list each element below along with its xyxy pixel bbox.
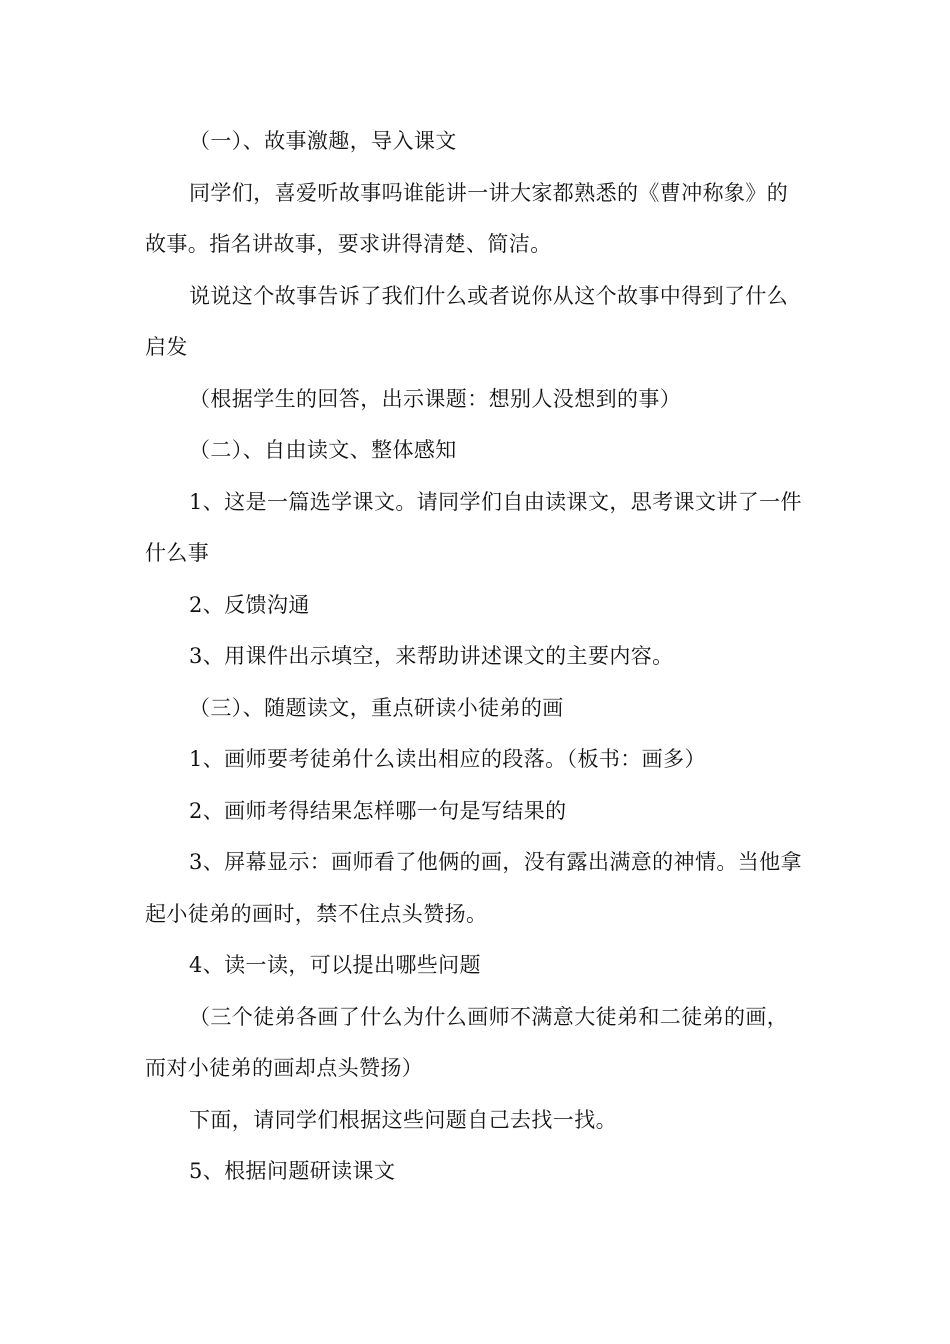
paragraph: 下面，请同学们根据这些问题自己去找一找。	[189, 1107, 617, 1132]
list-item: 2、画师考得结果怎样哪一句是写结果的	[189, 798, 567, 823]
section-heading-2: （二）、自由读文、整体感知	[189, 438, 457, 462]
list-item: 1、这是一篇选学课文。请同学们自由读课文，思考课文讲了一件什么事	[145, 489, 802, 565]
document-body	[145, 116, 805, 1198]
list-item: 2、反馈沟通	[189, 592, 310, 617]
paragraph: （根据学生的回答，出示课题：想别人没想到的事）	[189, 386, 682, 411]
section-heading-3: （三）、随题读文，重点研读小徒弟的画	[189, 695, 564, 720]
paragraph: 说说这个故事告诉了我们什么或者说你从这个故事中得到了什么启发	[145, 283, 789, 359]
paragraph: （三个徒弟各画了什么为什么画师不满意大徒弟和二徒弟的画，而对小徒弟的画却点头赞扬）	[145, 1004, 789, 1080]
list-item: 3、屏幕显示：画师看了他俩的画，没有露出满意的神情。当他拿起小徒弟的画时，禁不住点头赞扬。	[145, 850, 802, 926]
list-item: 5、根据问题研读课文	[189, 1159, 396, 1183]
list-item: 1、画师要考徒弟什么读出相应的段落。（板书：画多）	[189, 747, 706, 771]
list-item: 4、读一读，可以提出哪些问题	[189, 953, 481, 977]
section-heading-1: （一）、故事激趣，导入课文	[189, 129, 457, 153]
paragraph: 同学们，喜爱听故事吗谁能讲一讲大家都熟悉的《曹冲称象》的故事。指名讲故事，要求讲得清楚、简洁。	[145, 180, 789, 256]
list-item: 3、用课件出示填空，来帮助讲述课文的主要内容。	[189, 644, 674, 668]
